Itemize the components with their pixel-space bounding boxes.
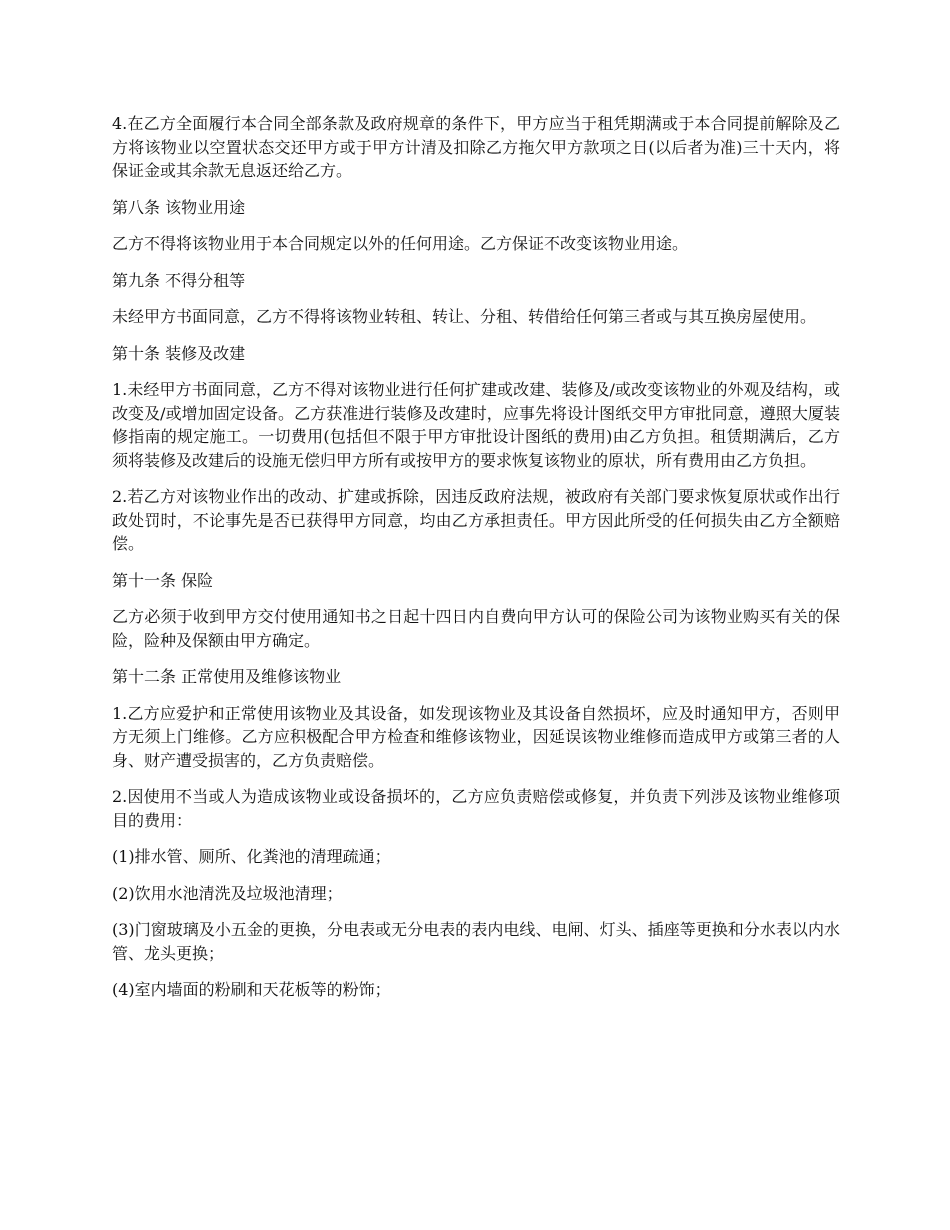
article-10-item-2: 2.若乙方对该物业作出的改动、扩建或拆除，因违反政府法规，被政府有关部门要求恢复原状或作出行政处罚时，不论事先是否已获得甲方同意，均由乙方承担责任。甲方因此所受的任何损失由乙方全额赔偿。 — [112, 487, 840, 553]
article-11-body: 乙方必须于收到甲方交付使用通知书之日起十四日内自费向甲方认可的保险公司为该物业购买有关的保险，险种及保额由甲方确定。 — [112, 607, 840, 650]
article-12-sub-item-1: (1)排水管、厕所、化粪池的清理疏通； — [112, 847, 391, 866]
article-12-sub-item-4: (4)室内墙面的粉刷和天花板等的粉饰； — [112, 980, 391, 999]
article-12-item-1: 1.乙方应爱护和正常使用该物业及其设备，如发现该物业及其设备自然损坏，应及时通知甲方，否则甲方无须上门维修。乙方应积极配合甲方检查和维修该物业，因延误该物业维修而造成甲方或第三者的人身、财产遭受损害的，乙方负责赔偿。 — [112, 703, 840, 770]
article-12-item-2: 2.因使用不当或人为造成该物业或设备损坏的，乙方应负责赔偿或修复，并负责下列涉及该物业维修项目的费用： — [112, 787, 840, 830]
article-12-sub-item-3: (3)门窗玻璃及小五金的更换，分电表或无分电表的表内电线、电闸、灯头、插座等更换和分水表以内水管、龙头更换； — [112, 920, 840, 963]
article-11-heading: 第十一条 保险 — [112, 570, 214, 590]
article-10-item-1: 1.未经甲方书面同意，乙方不得对该物业进行任何扩建或改建、装修及/或改变该物业的外观及结构，或改变及/或增加固定设备。乙方获准进行装修及改建时，应事先将设计图纸交甲方审批同意，遵照大厦装修指南的规定施工。一切费用(包括但不限于甲方审批设计图纸的费用)由乙方负担。租赁期满后，乙方须将装修及改建后的设施无偿归甲方所有或按甲方的要求恢复该物业的原状，所有费用由乙方负担。 — [112, 380, 840, 470]
document-page — [112, 112, 840, 1015]
clause-7-item-4: 4.在乙方全面履行本合同全部条款及政府规章的条件下，甲方应当于租凭期满或于本合同提前解除及乙方将该物业以空置状态交还甲方或于甲方计清及扣除乙方拖欠甲方款项之日(以后者为准)三十天内，将保证金或其余款无息返还给乙方。 — [112, 114, 840, 180]
article-9-body: 未经甲方书面同意，乙方不得将该物业转租、转让、分租、转借给任何第三者或与其互换房屋使用。 — [112, 307, 817, 326]
article-12-heading: 第十二条 正常使用及维修该物业 — [112, 667, 342, 686]
article-8-body: 乙方不得将该物业用于本合同规定以外的任何用途。乙方保证不改变该物业用途。 — [112, 234, 689, 253]
article-10-heading: 第十条 装修及改建 — [112, 343, 246, 363]
article-12-sub-item-2: (2)饮用水池清洗及垃圾池清理； — [112, 883, 343, 903]
article-9-heading: 第九条 不得分租等 — [112, 270, 246, 290]
article-8-heading: 第八条 该物业用途 — [112, 197, 246, 217]
